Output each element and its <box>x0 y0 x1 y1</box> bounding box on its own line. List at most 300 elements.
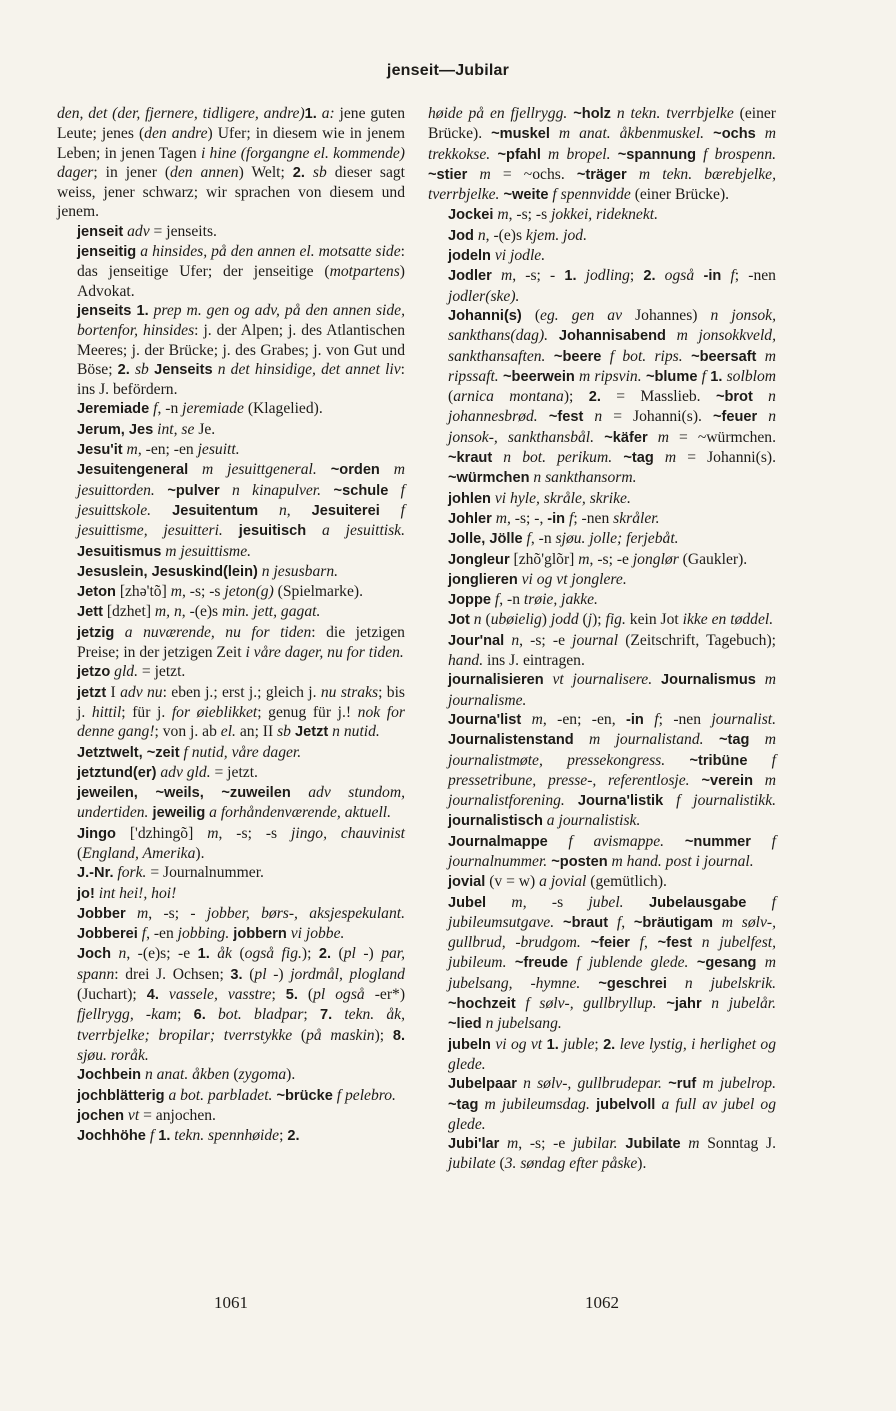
dictionary-entry <box>428 893 776 1035</box>
headword: jeweilig <box>148 805 206 822</box>
entry-text: , -n <box>157 400 183 418</box>
gloss-italic: jeton(g) <box>224 583 274 601</box>
gloss-italic: England, Amerika <box>82 844 196 862</box>
headword: Jett <box>77 604 103 621</box>
entry-text: , -s; -s <box>181 583 225 601</box>
headword: 7. <box>319 1007 333 1024</box>
gloss-italic: kjem. jod. <box>525 226 587 244</box>
gloss-italic: i våre dager, nu for tiden. <box>245 644 404 662</box>
gloss-italic: m <box>578 550 590 568</box>
gloss-italic: m jubileumsdag. <box>478 1095 590 1113</box>
entry-text: , <box>286 501 312 519</box>
entry-text: , <box>621 913 634 931</box>
headword: jetzo <box>77 664 111 681</box>
headword: Jongleur <box>448 551 510 568</box>
headword: Jobber <box>77 905 126 922</box>
gloss-italic: for øieblikket <box>171 703 258 721</box>
entry-text: ( <box>231 945 245 963</box>
entry-text: , -en; -en <box>137 441 198 459</box>
entry-text: ); <box>301 945 319 963</box>
gloss-italic: m, n <box>154 603 182 621</box>
gloss-italic: a: <box>316 105 335 122</box>
gloss-italic: sjøu. roråk. <box>77 1046 149 1064</box>
gloss-italic: ubøielig <box>490 611 542 629</box>
gloss-italic: par, spann <box>77 945 406 983</box>
gloss-italic: n jesusbarn. <box>257 562 339 580</box>
gloss-italic: f avismappe. <box>547 832 665 850</box>
headword: ~fest <box>537 409 584 426</box>
headword: jochen <box>77 1107 125 1124</box>
headword: Jenseits <box>148 361 213 378</box>
entry-text: , -s; -e <box>519 631 573 649</box>
gloss-italic: n jonsok, sankthans(dag). <box>448 306 777 345</box>
dictionary-entry <box>57 222 405 242</box>
dictionary-entry <box>428 1134 776 1174</box>
gloss-italic: m <box>491 509 507 527</box>
gloss-italic: solblom <box>722 367 777 385</box>
headword: Jesuiterei <box>311 502 380 519</box>
dictionary-entry <box>428 1074 776 1134</box>
headword: Joppe <box>448 592 491 609</box>
entry-text: ['dzhingõ] <box>115 824 208 842</box>
gloss-italic: n <box>111 945 127 963</box>
headword: 1. <box>705 368 723 385</box>
headword: Jubi'lar <box>448 1136 500 1153</box>
gloss-italic: journal <box>572 631 619 649</box>
headword: Jot <box>448 612 470 629</box>
entry-text: = ~würmchen. <box>668 428 776 446</box>
gloss-italic: eg. gen av <box>540 306 623 324</box>
gloss-italic: f spennvidde <box>548 186 631 204</box>
gloss-italic: m jesuittorden. <box>77 461 405 499</box>
entry-text: kein Jot <box>625 611 683 629</box>
entry-text: [zhõ'glõr] <box>509 550 579 568</box>
headword: johlen <box>448 490 491 507</box>
headword: 5. <box>285 987 298 1004</box>
entry-text: ins J. eintragen. <box>483 652 585 670</box>
gloss-italic: jubel. <box>588 893 624 911</box>
headword: ~freude <box>506 955 569 972</box>
entry-text: ); <box>374 1026 393 1044</box>
headword: ~orden <box>316 462 380 479</box>
headword: jesuitisch <box>222 523 307 540</box>
gloss-italic: m jubelrop. <box>696 1075 776 1093</box>
gloss-italic: m ripssaft. <box>448 347 776 385</box>
dictionary-entry <box>57 944 405 1065</box>
headword: ~jahr <box>656 996 702 1013</box>
gloss-italic: f bot. rips. <box>601 347 683 365</box>
entry-text: , -s; -s <box>218 824 292 842</box>
dictionary-entry <box>57 1086 405 1106</box>
headword: jetzig <box>77 624 115 641</box>
entry-text: Sonntag J. <box>699 1135 776 1153</box>
headword: ~ochs <box>704 126 756 143</box>
gloss-italic: pl <box>254 965 267 983</box>
gloss-italic: m journalistforening. <box>448 771 777 810</box>
headword: Jetzt <box>290 724 329 741</box>
headword: jobbern <box>229 926 287 943</box>
gloss-italic: m hand. post i journal. <box>607 852 754 870</box>
gloss-italic: bot. bladpar <box>205 1006 304 1024</box>
dictionary-entry <box>57 562 405 582</box>
headword: jubeln <box>448 1036 491 1053</box>
headword: ~würmchen <box>448 470 530 487</box>
entry-text: ; -nen <box>734 267 776 285</box>
entry-text: (Spielmarke). <box>273 583 363 601</box>
gloss-italic: den, det (der, fjernere, tidligere, andre) <box>57 105 305 122</box>
headword: ~muskel <box>491 126 550 143</box>
gloss-italic: el. <box>220 723 236 741</box>
headword: Jubilate <box>617 1136 681 1153</box>
entry-text: ; für j. <box>121 703 172 721</box>
headword: ~feuer <box>712 409 758 426</box>
gloss-italic: sjøu. jolle; ferjebåt. <box>555 530 679 548</box>
dictionary-entry <box>428 529 776 549</box>
gloss-italic: m sølv-, gullbrud, -brudgom. <box>448 913 776 952</box>
gloss-italic: m jubelsang, -hymne. <box>448 954 776 992</box>
headword: ~geschrei <box>580 975 667 992</box>
entry-text: -) <box>266 965 291 983</box>
entry-text: ; <box>177 1006 194 1024</box>
headword: jovial <box>448 874 486 891</box>
gloss-italic: m <box>647 428 669 446</box>
gloss-italic: adv gld. <box>156 763 211 781</box>
gloss-italic: m <box>680 1135 700 1153</box>
dictionary-entry <box>57 1106 405 1126</box>
entry-text: , -s <box>522 893 589 911</box>
gloss-italic: n <box>473 226 486 244</box>
gloss-italic: ikke en tøddel. <box>682 611 774 629</box>
dictionary-entry <box>428 590 776 610</box>
entry-text: , -s; - <box>148 904 207 922</box>
gloss-italic: også <box>655 267 695 285</box>
gloss-italic: m jonsokkveld, sankthansaften. <box>448 327 777 365</box>
dictionary-entry <box>428 226 776 246</box>
gloss-italic: n johannesbrød. <box>448 388 776 426</box>
headword: Jour'nal <box>448 632 505 649</box>
headword: Jesu'it <box>77 442 123 459</box>
entry-text: = Johanni(s). <box>602 408 713 426</box>
dictionary-entry <box>57 460 405 561</box>
gloss-italic: tekn. spennhøide <box>170 1127 280 1145</box>
headword: Jolle, Jölle <box>448 531 523 548</box>
entry-text: Je. <box>194 420 216 438</box>
dictionary-entry <box>428 832 776 873</box>
headword: ~blume <box>641 368 698 385</box>
entry-text: , -(e)s <box>181 603 223 621</box>
gloss-italic: m <box>491 267 513 285</box>
entry-text: = Masslieb. <box>600 388 716 406</box>
headword: ~brot <box>715 389 753 406</box>
gloss-italic: f pelebro. <box>332 1086 396 1104</box>
gloss-italic: n nutid. <box>328 723 380 741</box>
entry-text: , -s; -s <box>508 206 552 224</box>
entry-text: ; <box>303 1006 320 1024</box>
headword: 4. <box>146 987 159 1004</box>
gloss-italic: sb <box>129 360 149 378</box>
gloss-italic: f journalistikk. <box>663 792 777 810</box>
headword: ~tag <box>612 450 654 467</box>
gloss-italic: m <box>467 165 491 183</box>
dictionary-entry <box>428 306 776 489</box>
headword: Jod <box>448 227 474 244</box>
entry-text: : eben j.; erst j.; gleich j. <box>162 683 321 701</box>
headword: jonglieren <box>448 571 518 588</box>
headword: Jubel <box>448 894 487 911</box>
entry-text: (Gaukler). <box>678 550 748 568</box>
gloss-italic: m journalistmøte, pressekongress. <box>448 731 776 769</box>
gloss-italic: n jubelår. <box>701 995 776 1013</box>
gloss-italic: m bropel. <box>540 145 611 163</box>
entry-text: ( <box>242 965 255 983</box>
entry-text: : j. der Alpen; j. des Atlantischen Meeres; j. der Brücke; j. des Grabes; j. von Gut und Böse; <box>77 322 406 378</box>
headword: ~holz <box>567 106 611 122</box>
dictionary-entry <box>57 104 405 222</box>
gloss-italic: f <box>149 400 158 418</box>
gloss-italic: vi og vt jonglere. <box>517 570 627 588</box>
gloss-italic: jordmål, plogland <box>290 965 405 983</box>
headword: ~bräutigam <box>633 914 713 931</box>
dictionary-entry <box>428 489 776 509</box>
headword: J.-Nr. <box>77 865 114 882</box>
entry-text: ( <box>331 945 344 963</box>
dictionary-entry <box>428 1035 776 1075</box>
gloss-italic: jesuitt. <box>197 441 240 459</box>
headword: ~verein <box>689 772 754 789</box>
headword: jenseit <box>77 223 124 240</box>
entry-text: ; bis j. <box>77 683 405 721</box>
entry-text: I <box>106 683 121 701</box>
right-column <box>428 104 776 1174</box>
gloss-italic: f <box>629 934 644 952</box>
gloss-italic: a forhåndenværende, aktuell. <box>205 804 392 822</box>
headword: 2. <box>588 389 601 406</box>
gloss-italic: åk <box>209 945 232 963</box>
headword: jeweilen, ~weils, ~zuweilen <box>77 785 291 802</box>
gloss-italic: f <box>522 530 531 548</box>
headword: Jubelpaar <box>448 1076 517 1093</box>
gloss-italic: f <box>721 267 735 285</box>
dictionary-entry <box>428 872 776 892</box>
entry-text: ; <box>279 1127 288 1145</box>
gloss-italic: jokkei, rideknekt. <box>551 206 658 224</box>
headword: Journa'listik <box>564 793 664 810</box>
gloss-italic: j <box>587 611 593 629</box>
gloss-italic: leve lystig, i herlighet og glede. <box>448 1035 776 1073</box>
gloss-italic: a bot. parbladet. <box>164 1086 273 1104</box>
gloss-italic: vt <box>124 1106 140 1124</box>
headword: ~posten <box>547 853 608 870</box>
headword: ~käfer <box>594 429 648 446</box>
headword: ~stier <box>428 166 468 183</box>
dictionary-entry <box>57 301 405 399</box>
entry-text: ( <box>77 844 83 862</box>
gloss-italic: m <box>125 904 149 922</box>
gloss-italic: juble <box>558 1035 595 1053</box>
entry-text: (einer Brücke). <box>428 105 776 143</box>
gloss-italic: m <box>521 710 543 728</box>
dictionary-entry <box>57 863 405 883</box>
headword: -in <box>626 711 644 728</box>
headword: Jesuitengeneral <box>77 462 189 479</box>
entry-text: ( <box>521 306 541 324</box>
entry-text: -er*) <box>364 986 406 1004</box>
gloss-italic: m <box>207 824 219 842</box>
headword: jo! <box>77 885 95 902</box>
dictionary-entry <box>57 763 405 783</box>
gloss-italic: m <box>122 441 138 459</box>
gloss-italic: jeremiade <box>182 400 244 418</box>
entry-text: dieser sagt weiss, jener schwarz; wir sprachen von diesem und jenem. <box>57 163 405 221</box>
headword: ~pulver <box>154 482 220 499</box>
gloss-italic: journalist. <box>711 710 776 728</box>
entry-text: ; <box>594 1035 604 1053</box>
gloss-italic: jonglør <box>632 550 679 568</box>
gloss-italic: høide på en fjellrygg. <box>428 105 568 122</box>
entry-text: = jetzt. <box>210 763 258 781</box>
entry-text: (einer Brücke). <box>630 186 730 204</box>
entry-text: , -n <box>499 591 524 609</box>
entry-text: Johannes) <box>622 306 711 324</box>
headword: -in <box>547 510 566 527</box>
entry-text: , -en <box>146 925 178 943</box>
gloss-italic: fig. <box>605 611 626 629</box>
gloss-italic: den andre <box>144 125 208 143</box>
gloss-italic: f nutid, våre dager. <box>179 743 302 761</box>
gloss-italic: fork. <box>113 864 147 882</box>
headword: Journalmappe <box>448 833 548 850</box>
headword: ~tag <box>448 1096 479 1113</box>
entry-text: ); <box>563 388 589 406</box>
headword: Jobberei <box>77 926 138 943</box>
headword: Journa'list <box>448 711 522 728</box>
gloss-italic: n anat. åkben <box>141 1066 230 1084</box>
gloss-italic: f <box>490 591 500 609</box>
headword: jenseits 1. <box>77 302 149 319</box>
entry-text: , -s; -e <box>518 1135 573 1153</box>
entry-text: , -s; - <box>512 267 565 285</box>
gloss-italic: adv stundom, undertiden. <box>77 784 405 822</box>
entry-text: [dzhet] <box>102 603 155 621</box>
headword: Journalismus <box>652 672 756 689</box>
gloss-italic: jingo, chauvinist <box>291 824 406 842</box>
entry-text: ; genug für j.! <box>257 703 358 721</box>
gloss-italic: hittil <box>91 703 122 721</box>
entry-text: ) <box>541 611 551 629</box>
gloss-italic: f jubileumsutgave. <box>448 893 776 931</box>
gloss-italic: n bot. perikum. <box>492 449 613 467</box>
gloss-italic: a jesuittisk. <box>306 522 405 540</box>
dictionary-entry <box>57 743 405 763</box>
gloss-italic: a journalistisk. <box>542 812 641 830</box>
headword: ~spannung <box>610 146 697 163</box>
gloss-italic: prep m. gen og adv, på den annen side, bortenfor, hinsides <box>77 301 405 340</box>
gloss-italic: int hei!, hoi! <box>94 884 177 902</box>
entry-text: ; von j. ab <box>154 723 221 741</box>
headword: 2. <box>292 164 305 181</box>
gloss-italic: vi og vt <box>490 1035 543 1053</box>
entry-text: ). <box>195 844 205 862</box>
headword: Johler <box>448 510 492 527</box>
gloss-italic: pl også <box>313 986 365 1004</box>
gloss-italic: sb <box>304 163 327 181</box>
headword: 8. <box>392 1027 406 1044</box>
headword: jetztund(er) <box>77 764 157 781</box>
gloss-italic: motpartens <box>329 263 400 281</box>
dictionary-entry <box>428 710 776 832</box>
headword: 2. <box>603 1036 616 1053</box>
gloss-italic: den annen <box>170 163 239 181</box>
headword: ~nummer <box>664 833 751 850</box>
entry-text: : das jenseitige Ufer; der jenseitige ( <box>77 243 405 281</box>
entry-text: ( <box>292 1026 307 1044</box>
headword: -in <box>694 268 722 285</box>
headword: Jesuitentum <box>151 502 259 519</box>
gloss-italic: n kinapulver. <box>219 481 322 499</box>
headword: ~beerwein <box>498 368 575 385</box>
gloss-italic: a nuværende, nu for tiden <box>114 623 312 641</box>
gloss-italic: n det hinsidige, det annet liv <box>212 360 401 378</box>
entry-text: : drei J. Ochsen; <box>114 965 231 983</box>
headword: Johannisabend <box>548 328 666 345</box>
gloss-italic: n jonsok-, sankthansbål. <box>448 408 777 446</box>
entry-text: , -(e)s <box>485 226 526 244</box>
gloss-italic: jobbing. <box>177 925 230 943</box>
headword: Jochbein <box>77 1067 142 1084</box>
headword: ~gesang <box>688 955 757 972</box>
headword: ~beersaft <box>682 348 757 365</box>
dictionary-entry <box>57 662 405 682</box>
gloss-italic: skråler. <box>613 509 660 527</box>
entry-text: an; II <box>235 723 278 741</box>
gloss-italic: trøie, jakke. <box>523 591 598 609</box>
entry-text: ; in jener ( <box>93 163 171 181</box>
gloss-italic: f <box>697 367 706 385</box>
headword: Jesuslein, Jesuskind(lein) <box>77 563 258 580</box>
dictionary-entry <box>57 602 405 622</box>
headword: 2. <box>643 268 656 285</box>
headword: Journalistenstand <box>448 732 574 749</box>
gloss-italic: n jubelsang. <box>481 1015 562 1033</box>
gloss-italic: jubilar. <box>572 1135 618 1153</box>
gloss-italic: m tekn. bærebjelke, tverrbjelke. <box>428 165 776 204</box>
gloss-italic: m journalisme. <box>448 671 776 709</box>
gloss-italic: zygoma <box>238 1066 287 1084</box>
entry-text: , -s; -, <box>506 509 548 527</box>
dictionary-entry <box>428 670 776 710</box>
entry-text: ( <box>229 1066 239 1084</box>
headword: ~beere <box>545 348 602 365</box>
headword: ~pfahl <box>490 146 541 163</box>
gloss-italic: n sølv-, gullbrudepar. <box>516 1075 662 1093</box>
gloss-italic: jodler(ske). <box>448 287 520 305</box>
headword: Jeremiade <box>77 401 150 418</box>
gloss-italic: jobber, børs-, aksjespekulant. <box>206 904 405 922</box>
entry-text: ( <box>495 1155 505 1173</box>
entry-text: jene guten Leute; jenes ( <box>57 105 405 143</box>
running-header: jenseit—Jubilar <box>386 62 510 79</box>
headword: ~brücke <box>272 1087 333 1104</box>
headword: Jochhöhe <box>77 1128 146 1145</box>
gloss-italic: m anat. åkbenmuskel. <box>549 125 705 143</box>
headword: journalistisch <box>448 813 543 830</box>
gloss-italic: 3. søndag efter påske <box>504 1155 638 1173</box>
headword: Jesuitismus <box>77 543 162 560</box>
entry-text: ( <box>297 986 314 1004</box>
headword: journalisieren <box>448 672 544 689</box>
gloss-italic: også fig. <box>244 945 302 963</box>
gloss-italic: f brospenn. <box>696 145 777 163</box>
